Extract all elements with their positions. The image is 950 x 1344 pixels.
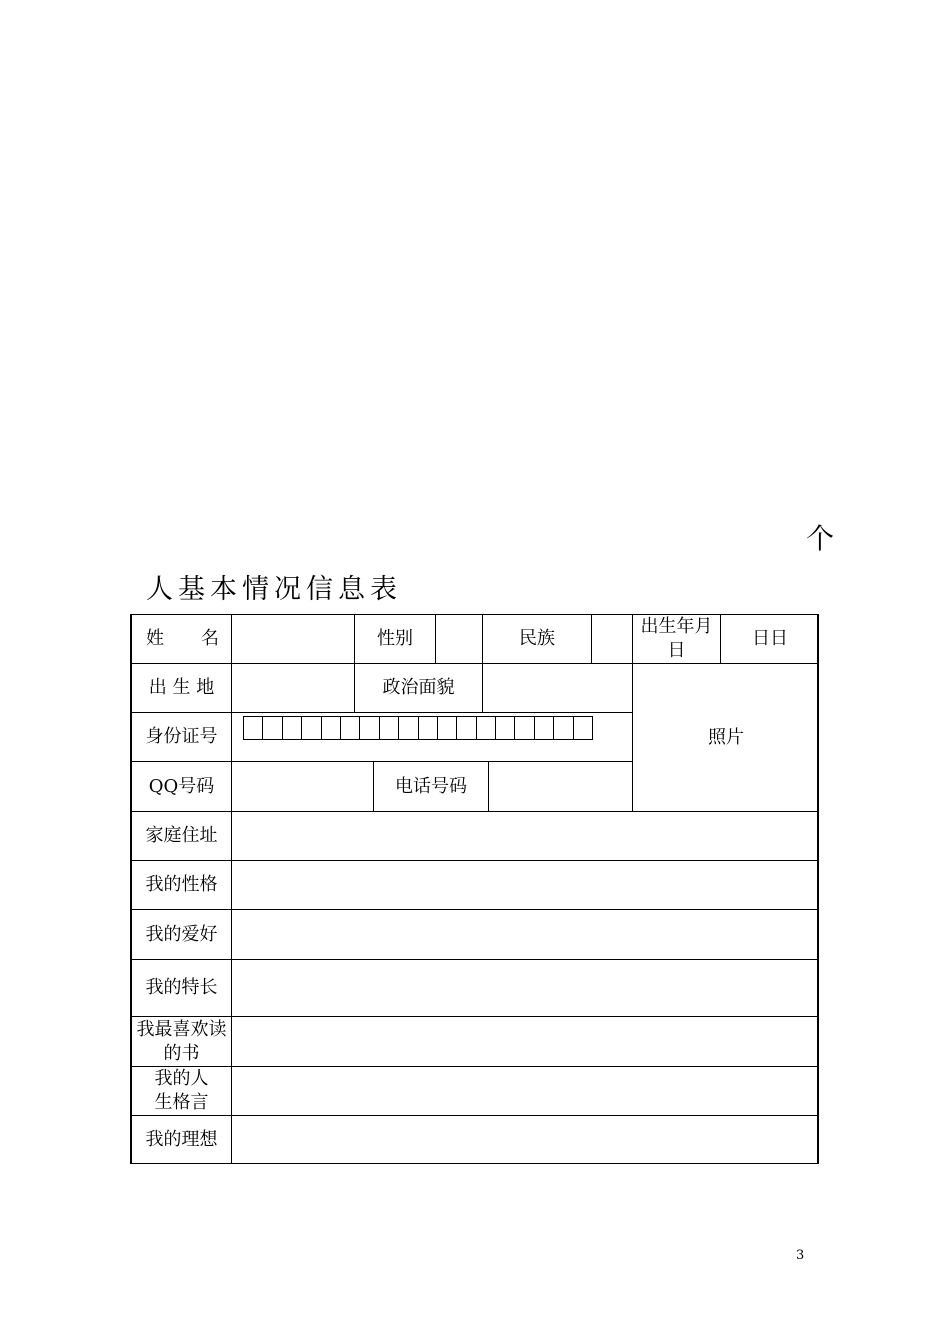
favorite-book-label: 我最喜欢读的书 (132, 1017, 232, 1067)
favorite-book-field[interactable] (232, 1017, 819, 1067)
id-digit-box[interactable] (341, 717, 360, 739)
ideal-field[interactable] (232, 1116, 819, 1163)
ideal-label: 我的理想 (132, 1116, 232, 1163)
page-number: 3 (796, 1248, 805, 1263)
hobbies-label: 我的爱好 (132, 910, 232, 960)
hobbies-field[interactable] (232, 910, 819, 960)
id-digit-box[interactable] (399, 717, 418, 739)
id-digit-box[interactable] (302, 717, 321, 739)
gender-label: 性别 (355, 615, 436, 664)
specialty-field[interactable] (232, 960, 819, 1017)
birth-date-field[interactable]: 日日 (721, 615, 819, 664)
id-digit-box[interactable] (574, 717, 593, 739)
name-field[interactable] (232, 615, 355, 664)
id-digit-box[interactable] (360, 717, 379, 739)
id-digit-box[interactable] (283, 717, 302, 739)
address-label: 家庭住址 (132, 812, 232, 861)
name-label: 姓 名 (132, 615, 232, 664)
id-digit-box[interactable] (554, 717, 573, 739)
qq-field[interactable] (232, 762, 374, 812)
political-status-field[interactable] (483, 664, 633, 713)
id-digit-box[interactable] (263, 717, 282, 739)
gender-field[interactable] (436, 615, 483, 664)
address-field[interactable] (232, 812, 819, 861)
id-number-boxes[interactable] (243, 716, 593, 740)
specialty-label: 我的特长 (132, 960, 232, 1017)
id-digit-box[interactable] (380, 717, 399, 739)
life-motto-label: 我的人生格言 (132, 1067, 232, 1116)
id-digit-box[interactable] (419, 717, 438, 739)
id-digit-box[interactable] (496, 717, 515, 739)
page-title: 人基本情况信息表 (146, 574, 402, 605)
personal-info-form (130, 614, 819, 1164)
ethnicity-label: 民族 (483, 615, 592, 664)
life-motto-field[interactable] (232, 1067, 819, 1116)
political-status-label: 政治面貌 (355, 664, 483, 713)
id-number-label: 身份证号 (132, 713, 232, 762)
id-digit-box[interactable] (515, 717, 534, 739)
phone-field[interactable] (489, 762, 633, 812)
personality-field[interactable] (232, 861, 819, 910)
id-digit-box[interactable] (477, 717, 496, 739)
title-first-char: 个 (806, 522, 835, 555)
photo-area[interactable]: 照片 (633, 664, 819, 812)
birthplace-label: 出 生 地 (132, 664, 232, 713)
phone-label: 电话号码 (374, 762, 489, 812)
personality-label: 我的性格 (132, 861, 232, 910)
id-digit-box[interactable] (244, 717, 263, 739)
id-digit-box[interactable] (535, 717, 554, 739)
id-digit-box[interactable] (438, 717, 457, 739)
birthplace-field[interactable] (232, 664, 355, 713)
birth-date-label: 出生年月日 (633, 615, 721, 664)
qq-label: QQ号码 (132, 762, 232, 812)
id-digit-box[interactable] (457, 717, 476, 739)
ethnicity-field[interactable] (592, 615, 633, 664)
id-digit-box[interactable] (322, 717, 341, 739)
